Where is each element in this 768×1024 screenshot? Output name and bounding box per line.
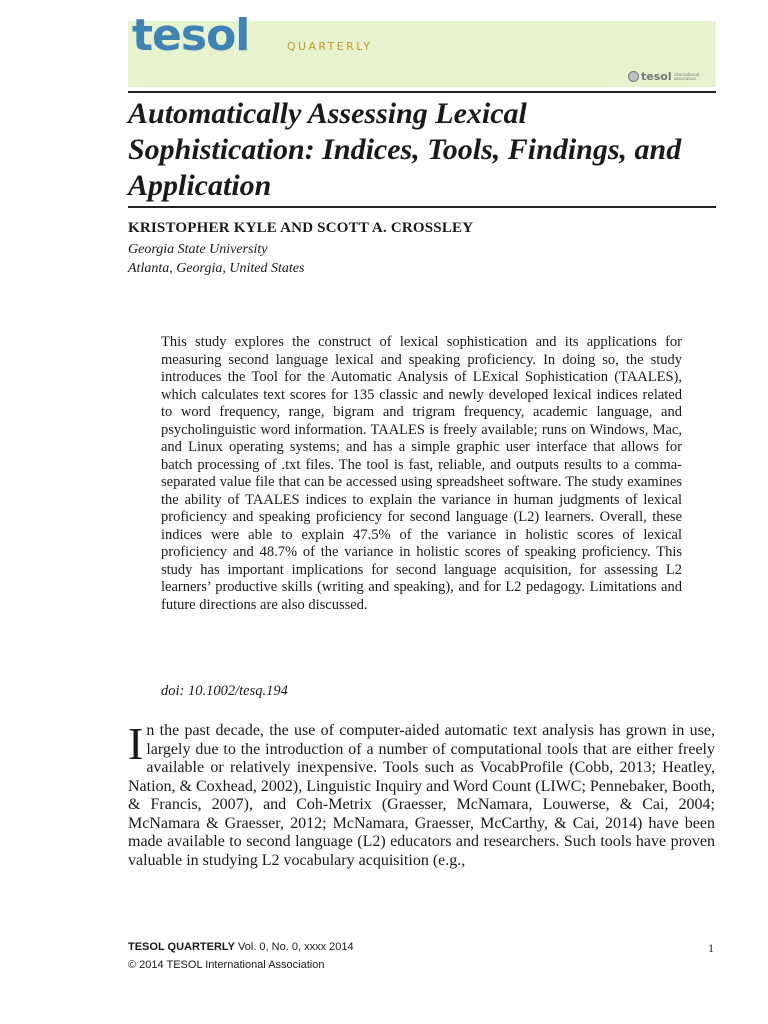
doi-link[interactable]: doi: 10.1002/tesq.194 bbox=[161, 683, 288, 699]
author-names: KRISTOPHER KYLE AND SCOTT A. CROSSLEY bbox=[128, 220, 474, 236]
body-paragraph-text: n the past decade, the use of computer-aided automatic text analysis has grown in use, largely due to the introduction of a number of computational tools that are either freely available or relatively inexpensive. Tools such as VocabProfile (Cobb, 2013; Heatley, Nation, & Coxhead, 2002), Linguistic Inquiry and Word Count (LIWC; Pennebaker, Booth, & Francis, 2007), and Coh-Metrix (Graesser, McNamara, Louwerse, & Cai, 2004; McNamara & Graesser, 2012; McNamara, Graesser, McCarthy, & Cai, 2014) have been made available to second language (L2) educators and researchers. Such tools have proven valuable in studying L2 vocabulary acquisition (e.g., bbox=[128, 722, 716, 869]
body-paragraph bbox=[128, 718, 716, 870]
journal-logo-wordmark: tesol bbox=[132, 10, 250, 61]
association-logo-word: tesol bbox=[641, 70, 672, 83]
globe-icon bbox=[628, 71, 639, 82]
page-number: 1 bbox=[708, 941, 714, 955]
footer-journal-name: TESOL QUARTERLY bbox=[128, 941, 235, 953]
association-logo bbox=[628, 70, 700, 83]
association-logo-tag: international association bbox=[673, 71, 700, 81]
abstract: This study explores the construct of lexical sophistication and its applications for measuring second language lexical and speaking proficiency. In doing so, the study introduces the Tool for the Automatic Analysis of LExical Sophistication (TAALES), which calculates text scores for 135 classic and newly developed lexical indices related to word frequency, range, bigram and trigram frequency, academic language, and psycholinguistic word information. TAALES is freely available; runs on Windows, Mac, and Linux operating systems; and has a simple graphic user interface that allows for batch processing of .txt files. The tool is fast, reliable, and outputs results to a comma-separated value file that can be accessed using spreadsheet software. The study examines the ability of TAALES indices to explain the variance in human judgments of lexical proficiency and speaking proficiency for second language (L2) learners. Overall, these indices were able to explain 47.5% of the variance in holistic scores of lexical proficiency and 48.7% of the variance in holistic scores of speaking proficiency. This study has important implications for second language acquisition, for assessing L2 learners’ productive skills (writing and speaking), and for L2 pedagogy. Limitations and future directions are also discussed. bbox=[161, 334, 682, 613]
affiliation-institution: Georgia State University bbox=[128, 242, 268, 257]
title-rule-top bbox=[128, 91, 716, 93]
footer-journal-info bbox=[128, 941, 354, 953]
footer-journal-issue: Vol. 0, No. 0, xxxx 2014 bbox=[234, 941, 354, 953]
footer-copyright: © 2014 TESOL International Association bbox=[128, 959, 325, 971]
affiliation-location: Atlanta, Georgia, United States bbox=[128, 261, 305, 276]
article-title: Automatically Assessing Lexical Sophistication: Indices, Tools, Findings, and Application bbox=[128, 97, 682, 202]
drop-cap: I bbox=[128, 718, 144, 769]
journal-logo-subtitle: QUARTERLY bbox=[287, 40, 373, 53]
title-rule-bottom bbox=[128, 206, 716, 208]
